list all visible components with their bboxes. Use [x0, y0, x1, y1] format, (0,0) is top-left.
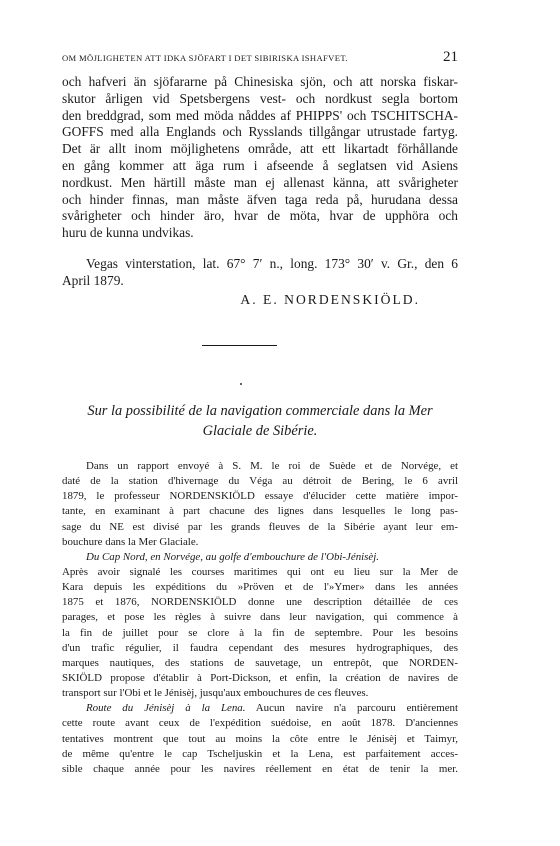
text-line: la fin de juillet pour se clore à la fin de septembre. Pour les besoins: [62, 626, 458, 639]
text-line: Dans un rapport envoyé à S. M. le roi de Suède et de Norvége, et: [86, 460, 458, 472]
page-number: 21: [443, 49, 458, 65]
text-line: GOFFS med alla Englands och Rysslands tillgångar utrustade fartyg.: [62, 124, 458, 140]
section-rule: [202, 345, 277, 346]
section-heading-italic: Du Cap Nord, en Norvége, au golfe d'embouchure de l'Obi-Jénisèj.: [86, 550, 379, 563]
text-line: skutor årligen vid Spetsbergens vest- och nordkust segla bortom: [62, 90, 458, 106]
text-line: [62, 701, 458, 716]
text-line: daté de la station d'hivernage du Véga au détroit de Bering, le 6 avril: [62, 475, 458, 488]
text-line: Kara depuis les expéditions du »Pröven et de l'»Ymer» dans les années: [62, 581, 458, 594]
text-line: SKIÖLD propose d'établir à Port-Dickson, et enfin, la création de navires de: [62, 671, 458, 684]
ornament-dot: [240, 383, 242, 385]
article-title: [62, 401, 458, 441]
text-line: cette route avant ceux de l'expédition suédoise, en août 1878. D'anciennes: [62, 717, 458, 730]
text-line: d'un trafic régulier, il faudra cependant des mesures hydrographiques, des: [62, 641, 458, 654]
text-line: April 1879.: [62, 272, 124, 288]
text-line: marques nautiques, des stations de sauvetage, un entrepôt, que NORDEN-: [62, 656, 458, 669]
paragraph-french-intro: [62, 459, 458, 777]
text-line: nordkust. Men härtill måste man ej allenast känna, att svårigheter: [62, 174, 458, 190]
signature: A. E. NORDENSKIÖLD.: [240, 292, 420, 307]
text-line: tentatives montrent que tout au moins la côte entre le Jénisèj et Taimyr,: [62, 732, 458, 745]
text-line: sible chaque année pour les navires réellement en état de tenir la mer.: [62, 762, 458, 775]
dateline: [62, 256, 458, 290]
text-line: och hinder finnas, man måste äfven taga reda på, hurudana dessa: [62, 191, 458, 207]
text-line: Après avoir signalé les courses maritimes qui ont eu lieu sur la Mer de: [62, 565, 458, 578]
text-line: och hafveri än sjöfararne på Chinesiska sjön, och att norska fiskar-: [62, 74, 458, 89]
text-line: transport sur l'Obi et le Jénisèj, jusqu'aux embouchures de ces fleuves.: [62, 687, 369, 700]
text-line: Det är allt inom möjlighetens område, att ett likartadt förhållande: [62, 141, 458, 157]
text-span: Aucun navire n'a parcouru entièrement: [255, 702, 459, 715]
text-line: bouchure dans la Mer Glaciale.: [62, 535, 199, 548]
running-title: OM MÖJLIGHETEN ATT IDKA SJÖFART I DET SIBIRISKA ISHAFVET.: [62, 53, 348, 63]
text-line: svårigheter och hinder äro, hvar de möta, hvar de upphöra och: [62, 208, 458, 224]
text-line: de même qu'entre le cap Tscheljuskin et la Lena, est parfaitement acces-: [62, 747, 458, 760]
text-line: sage du NE est divisé par les grands fleuves de la Sibérie ayant leur em-: [62, 520, 458, 533]
text-line: tante, en examinant à part chacune des lignes dans lesquelles le long pas-: [62, 505, 458, 518]
article-title-line: Sur la possibilité de la navigation commerciale dans la Mer: [87, 403, 433, 419]
text-line: Vegas vinterstation, lat. 67° 7′ n., long. 173° 30′ v. Gr., den 6: [86, 256, 458, 271]
text-line: huru de kunna undvikas.: [62, 225, 194, 241]
text-line: parages, et pose les règles à suivre dans leur navigation, qui commence à: [62, 611, 458, 624]
text-line: 1875 et 1876, NORDENSKIÖLD donne une description détaillée de ces: [62, 596, 458, 609]
article-title-line: Glaciale de Sibérie.: [202, 423, 318, 439]
page-header: [62, 49, 458, 69]
section-heading-italic: Route du Jénisèj à la Lena.: [86, 702, 246, 715]
text-line: 1879, le professeur NORDENSKIÖLD essaye d'élucider cette matière impor-: [62, 490, 458, 503]
text-line: den breddgrad, som med möda nåddes af PHIPPS' och TSCHITSCHA-: [62, 107, 458, 123]
paragraph-swedish: [62, 74, 458, 242]
text-line: en gång kommer att äga rum i afseende å seglatsen vid Asiens: [62, 157, 458, 173]
